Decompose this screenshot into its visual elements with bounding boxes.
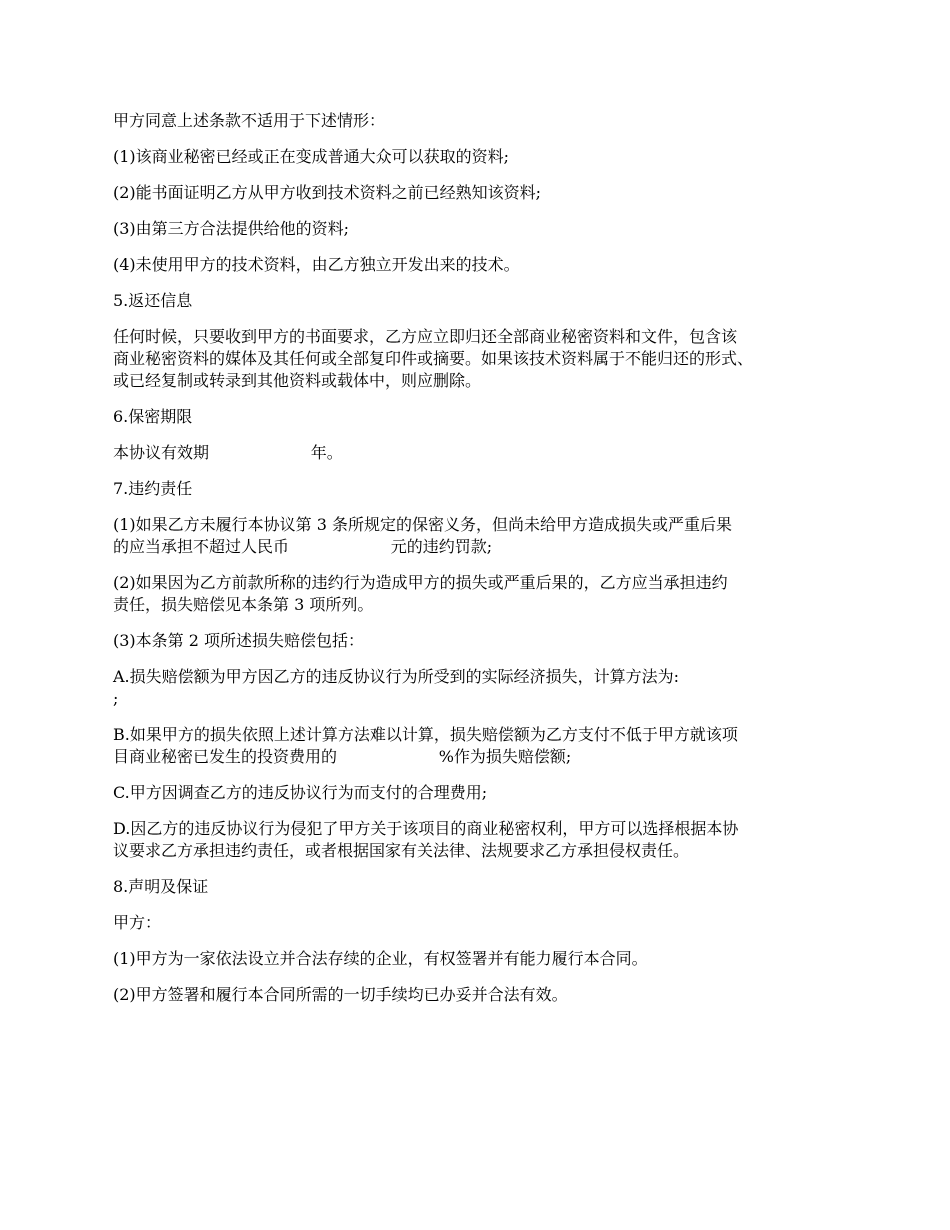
text-line: 6.保密期限 [113,407,193,426]
paragraph [113,724,853,768]
text-line: 7.违约责任 [113,479,193,498]
paragraph [113,666,853,710]
text-line: 8.声明及保证 [113,877,209,896]
text-line: (3)由第三方合法提供给他的资料; [113,219,350,238]
text-line: 或已经复制或转录到其他资料或载体中，则应删除。 [113,371,482,390]
paragraph [113,818,853,862]
paragraph [113,984,853,1006]
text-line: 本协议有效期 年。 [113,443,343,462]
text-line: 议要求乙方承担违约责任，或者根据国家有关法律、法规要求乙方承担侵权责任。 [113,841,690,860]
paragraph [113,912,853,934]
text-line: 任何时候，只要收到甲方的书面要求，乙方应立即归还全部商业秘密资料和文件，包含该 [113,327,738,346]
text-line: 目商业秘密已发生的投资费用的 %作为损失赔偿额; [113,747,572,766]
paragraph [113,782,853,804]
paragraph [113,290,853,312]
text-line: A.损失赔偿额为甲方因乙方的违反协议行为所受到的实际经济损失，计算方法为: [113,667,680,686]
paragraph [113,146,853,168]
text-line: 的应当承担不超过人民币 元的违约罚款; [113,537,493,556]
text-line: B.如果甲方的损失依照上述计算方法难以计算，损失赔偿额为乙方支付不低于甲方就该项 [113,725,738,744]
text-line: (1)如果乙方未履行本协议第 3 条所规定的保密义务，但尚未给甲方造成损失或严重后果 [113,515,733,534]
paragraph [113,218,853,240]
text-line: 责任，损失赔偿见本条第 3 项所列。 [113,595,374,614]
paragraph [113,478,853,500]
text-line: (4)未使用甲方的技术资料，由乙方独立开发出来的技术。 [113,255,520,274]
text-line: (3)本条第 2 项所述损失赔偿包括： [113,631,365,650]
text-line: C.甲方因调查乙方的违反协议行为而支付的合理费用; [113,783,488,802]
paragraph [113,254,853,276]
document-body [113,110,853,1020]
paragraph [113,326,853,392]
text-line: 甲方： [113,913,162,932]
paragraph [113,182,853,204]
text-line: (2)能书面证明乙方从甲方收到技术资料之前已经熟知该资料; [113,183,542,202]
text-line: 商业秘密资料的媒体及其任何或全部复印件或摘要。如果该技术资料属于不能归还的形式、 [113,349,754,368]
text-line: (1)该商业秘密已经或正在变成普通大众可以获取的资料; [113,147,510,166]
paragraph [113,406,853,428]
text-line: 5.返还信息 [113,291,193,310]
paragraph [113,876,853,898]
paragraph [113,442,853,464]
paragraph [113,948,853,970]
text-line: (2)甲方签署和履行本合同所需的一切手续均已办妥并合法有效。 [113,985,568,1004]
paragraph [113,630,853,652]
text-line: (2)如果因为乙方前款所称的违约行为造成甲方的损失或严重后果的，乙方应当承担违约 [113,573,728,592]
text-line: (1)甲方为一家依法设立并合法存续的企业，有权签署并有能力履行本合同。 [113,949,648,968]
paragraph [113,514,853,558]
text-line: ; [113,689,119,708]
paragraph [113,110,853,132]
text-line: 甲方同意上述条款不适用于下述情形： [113,111,386,130]
paragraph [113,572,853,616]
text-line: D.因乙方的违反协议行为侵犯了甲方关于该项目的商业秘密权利，甲方可以选择根据本协 [113,819,739,838]
